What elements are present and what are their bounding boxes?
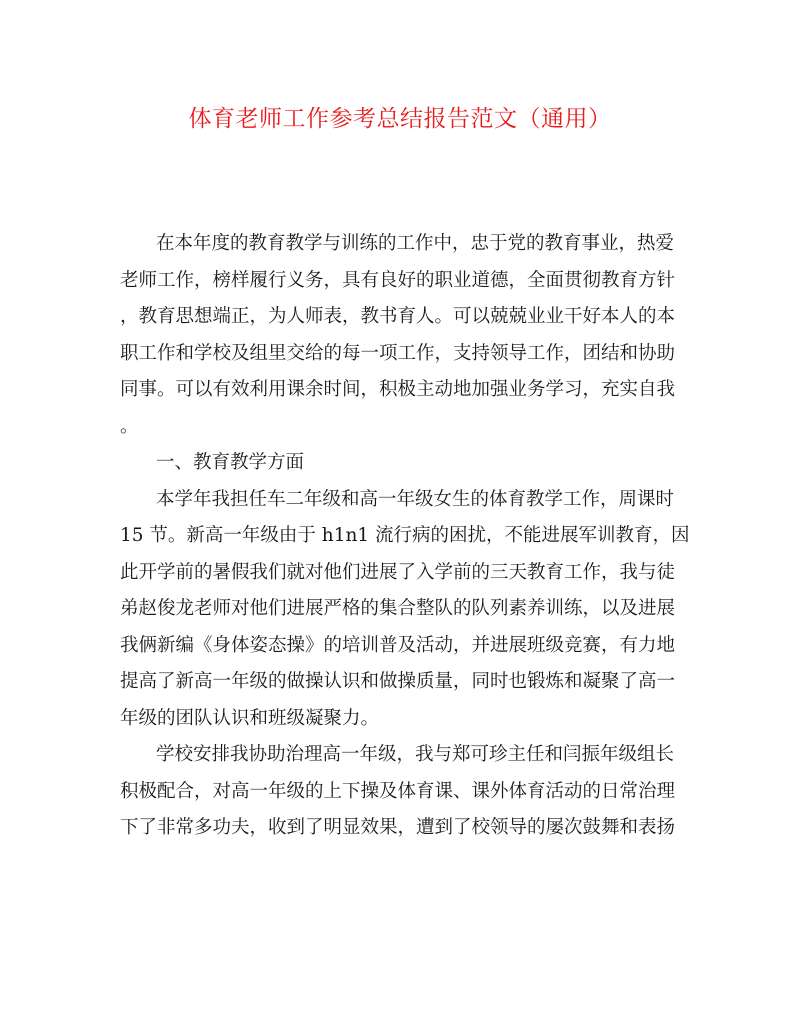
paragraph-line: 。 bbox=[120, 415, 139, 437]
section-heading: 一、教育教学方面 bbox=[156, 452, 305, 473]
paragraph-line: 弟赵俊龙老师对他们进展严格的集合整队的队列素养训练，以及进展 bbox=[120, 598, 676, 619]
paragraph-line: 学校安排我协助治理高一年级，我与郑可珍主任和闫振年级组长 bbox=[156, 744, 675, 765]
paragraph-line: 同事。可以有效利用课余时间，积极主动地加强业务学习，充实自我 bbox=[120, 379, 676, 400]
paragraph-line: 此开学前的暑假我们就对他们进展了入学前的三天教育工作，我与徒 bbox=[120, 561, 676, 583]
paragraph-line: 我俩新编《身体姿态操》的培训普及活动，并进展班级竞赛，有力地 bbox=[120, 634, 676, 656]
paragraph-line: 年级的团队认识和班级凝聚力。 bbox=[120, 707, 380, 729]
paragraph-line: 老师工作，榜样履行义务，具有良好的职业道德，全面贯彻教育方针 bbox=[120, 269, 676, 291]
paragraph-line: 职工作和学校及组里交给的每一项工作，支持领导工作，团结和协助 bbox=[120, 342, 676, 364]
paragraph-line: 下了非常多功夫，收到了明显效果，遭到了校领导的屡次鼓舞和表扬 bbox=[120, 817, 676, 838]
paragraph-line: 积极配合，对高一年级的上下操及体育课、课外体育活动的日常治理 bbox=[120, 780, 676, 802]
paragraph-line: 提高了新高一年级的做操认识和做操质量，同时也锻炼和凝聚了高一 bbox=[120, 671, 676, 692]
document-title: 体育老师工作参考总结报告范文（通用） bbox=[188, 106, 612, 132]
paragraph-line: 在本年度的教育教学与训练的工作中，忠于党的教育事业，热爱 bbox=[156, 233, 675, 254]
paragraph-line: ，教育思想端正，为人师表，教书育人。可以兢兢业业干好本人的本 bbox=[120, 306, 676, 327]
document-body bbox=[120, 226, 690, 847]
paragraph-line: 本学年我担任车二年级和高一年级女生的体育教学工作，周课时 bbox=[156, 488, 675, 510]
paragraph-line: 15 节。新高一年级由于 h1n1 流行病的困扰，不能进展军训教育，因 bbox=[120, 525, 690, 546]
